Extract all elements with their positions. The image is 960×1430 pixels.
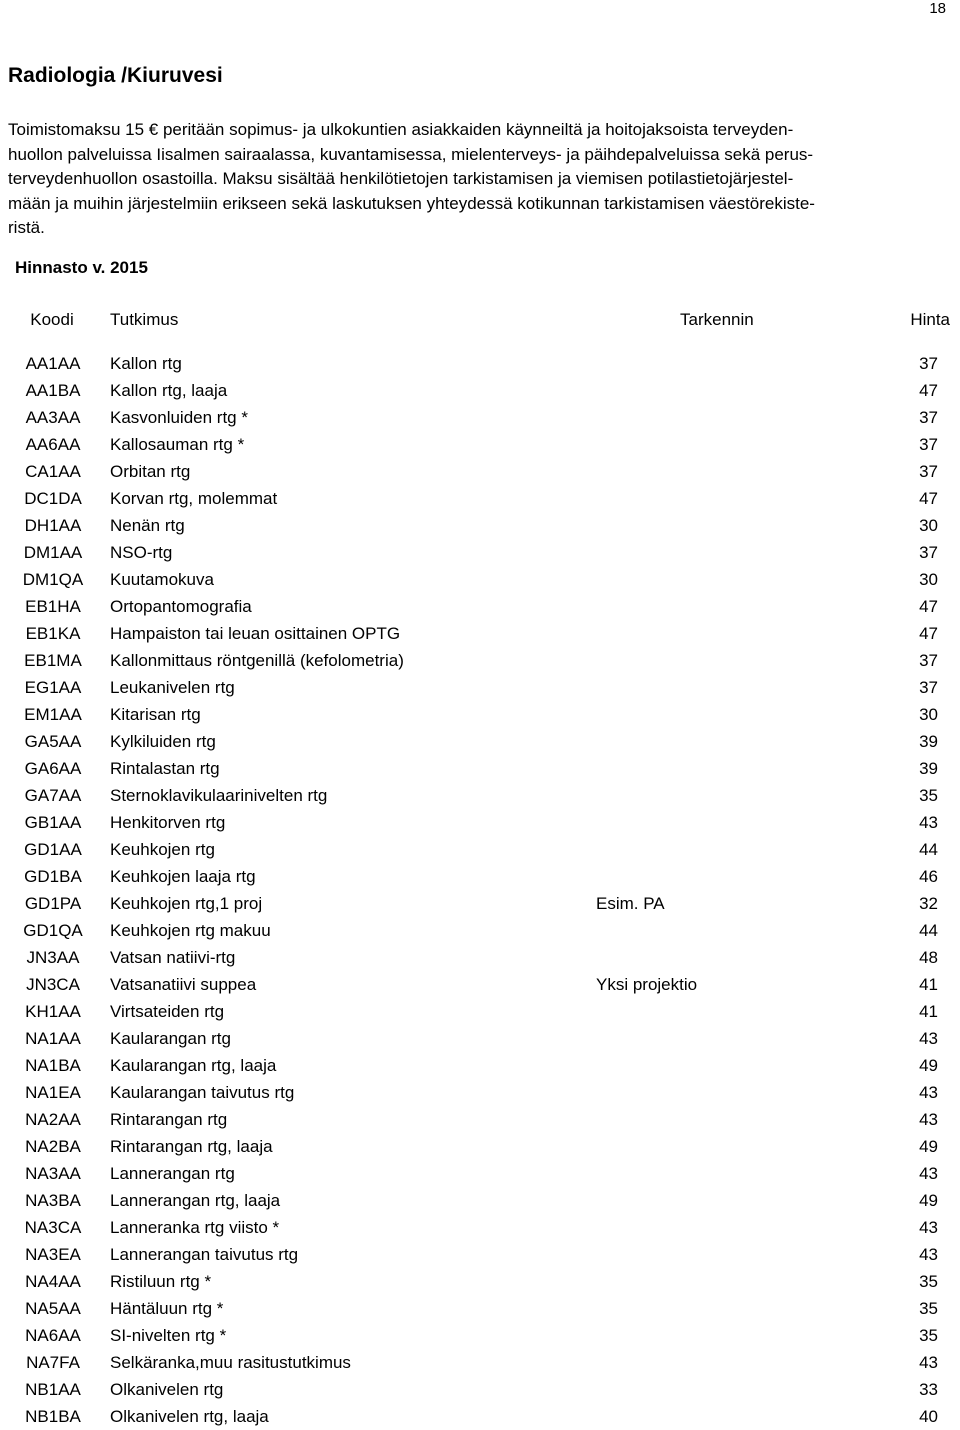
cell-name: Vatsanatiivi suppea: [110, 975, 257, 994]
cell-name: Lannerangan taivutus rtg: [110, 1245, 299, 1264]
cell-price: 43: [919, 1245, 938, 1264]
cell-price: 37: [919, 678, 938, 697]
cell-code: NA1EA: [25, 1083, 81, 1102]
cell-code: EB1MA: [24, 651, 82, 670]
cell-price: 43: [919, 1218, 938, 1237]
header-name: Tutkimus: [110, 310, 179, 329]
table-row: [0, 809, 960, 836]
cell-name: Ortopantomografia: [110, 597, 252, 616]
cell-price: 33: [919, 1380, 938, 1399]
cell-code: AA3AA: [25, 408, 81, 427]
cell-code: NA5AA: [25, 1299, 81, 1318]
cell-price: 41: [919, 975, 938, 994]
header-code: Koodi: [30, 310, 74, 329]
cell-code: JN3CA: [26, 975, 80, 994]
cell-code: KH1AA: [25, 1002, 81, 1021]
table-row: [0, 485, 960, 512]
cell-code: GB1AA: [24, 813, 82, 832]
cell-name: Kaularangan rtg, laaja: [110, 1056, 277, 1075]
table-row: [0, 1322, 960, 1349]
table-row: [0, 1106, 960, 1133]
cell-name: Rintarangan rtg: [110, 1110, 228, 1129]
cell-price: 44: [919, 840, 938, 859]
table-row: [0, 458, 960, 485]
table-row: [0, 1241, 960, 1268]
table-row: [0, 350, 960, 377]
table-row: [0, 1133, 960, 1160]
cell-code: GD1AA: [24, 840, 82, 859]
cell-name: Kylkiluiden rtg: [110, 732, 216, 751]
table-row: [0, 755, 960, 782]
table-row: [0, 1403, 960, 1430]
cell-name: Orbitan rtg: [110, 462, 191, 481]
cell-price: 30: [919, 516, 938, 535]
table-row: [0, 998, 960, 1025]
cell-code: GA6AA: [24, 759, 82, 778]
table-row: [0, 836, 960, 863]
cell-code: GD1PA: [24, 894, 82, 913]
cell-price: 46: [919, 867, 938, 886]
cell-code: NB1AA: [25, 1380, 81, 1399]
table-row: [0, 1295, 960, 1322]
cell-code: AA1BA: [25, 381, 81, 400]
cell-code: GA5AA: [24, 732, 82, 751]
table-row: [0, 890, 960, 917]
cell-price: 40: [919, 1407, 938, 1426]
cell-spec: Yksi projektio: [596, 975, 698, 994]
cell-code: NA2AA: [25, 1110, 81, 1129]
header-price: Hinta: [910, 310, 950, 329]
cell-name: Kallosauman rtg *: [110, 435, 245, 454]
cell-price: 35: [919, 786, 938, 805]
table-row: [0, 1052, 960, 1079]
cell-name: Kallonmittaus röntgenillä (kefolometria): [110, 651, 404, 670]
cell-code: NA1AA: [25, 1029, 81, 1048]
cell-code: DC1DA: [24, 489, 82, 508]
cell-name: Kallon rtg, laaja: [110, 381, 228, 400]
cell-price: 39: [919, 759, 938, 778]
cell-price: 30: [919, 705, 938, 724]
cell-name: Vatsan natiivi-rtg: [110, 948, 236, 967]
cell-name: Virtsateiden rtg: [110, 1002, 225, 1021]
intro-line: huollon palveluissa Iisalmen sairaalassa, kuvantamisessa, mielenterveys- ja päihdepalveluissa sekä perus-: [8, 144, 814, 164]
cell-price: 44: [919, 921, 938, 940]
table-row: [0, 944, 960, 971]
cell-code: DH1AA: [24, 516, 82, 535]
table-row: [0, 647, 960, 674]
table-row: [0, 782, 960, 809]
cell-name: Leukanivelen rtg: [110, 678, 235, 697]
table-row: [0, 674, 960, 701]
cell-price: 37: [919, 354, 938, 373]
cell-name: Hampaiston tai leuan osittainen OPTG: [110, 624, 401, 643]
cell-spec: Esim. PA: [596, 894, 665, 913]
cell-name: Häntäluun rtg *: [110, 1299, 224, 1318]
header-spec: Tarkennin: [680, 310, 754, 329]
cell-name: Sternoklavikulaarinivelten rtg: [110, 786, 328, 805]
cell-price: 43: [919, 1164, 938, 1183]
cell-code: NA1BA: [25, 1056, 81, 1075]
cell-code: NA3AA: [25, 1164, 81, 1183]
cell-price: 43: [919, 1353, 938, 1372]
cell-price: 35: [919, 1272, 938, 1291]
cell-code: EB1HA: [25, 597, 81, 616]
table-row: [0, 377, 960, 404]
cell-price: 43: [919, 1110, 938, 1129]
cell-price: 37: [919, 408, 938, 427]
cell-name: Keuhkojen rtg makuu: [110, 921, 271, 940]
table-row: [0, 620, 960, 647]
cell-name: Selkäranka,muu rasitustutkimus: [110, 1353, 351, 1372]
intro-line: mään ja muihin järjestelmiin erikseen sekä laskutuksen yhteydessä kotikunnan tarkistamisen väestörekiste-: [8, 193, 815, 213]
table-row: [0, 1025, 960, 1052]
cell-price: 48: [919, 948, 938, 967]
table-row: [0, 512, 960, 539]
cell-price: 43: [919, 813, 938, 832]
cell-price: 49: [919, 1056, 938, 1075]
cell-code: NA3CA: [24, 1218, 82, 1237]
table-row: [0, 917, 960, 944]
cell-code: NA2BA: [25, 1137, 81, 1156]
table-row: [0, 1268, 960, 1295]
cell-code: NB1BA: [25, 1407, 81, 1426]
table-body: [0, 350, 960, 1430]
cell-price: 43: [919, 1029, 938, 1048]
table-row: [0, 701, 960, 728]
table-row: [0, 566, 960, 593]
cell-price: 30: [919, 570, 938, 589]
cell-name: NSO-rtg: [110, 543, 173, 562]
cell-code: CA1AA: [25, 462, 81, 481]
table-row: [0, 539, 960, 566]
cell-code: NA4AA: [25, 1272, 81, 1291]
cell-code: AA1AA: [25, 354, 81, 373]
cell-code: DM1AA: [23, 543, 83, 562]
cell-name: Keuhkojen laaja rtg: [110, 867, 256, 886]
price-list-heading: Hinnasto v. 2015: [15, 258, 148, 277]
table-row: [0, 431, 960, 458]
cell-code: NA6AA: [25, 1326, 81, 1345]
table-header-row: [0, 306, 960, 333]
cell-price: 32: [919, 894, 938, 913]
cell-name: Olkanivelen rtg, laaja: [110, 1407, 269, 1426]
cell-code: EM1AA: [24, 705, 82, 724]
cell-name: Keuhkojen rtg: [110, 840, 215, 859]
cell-price: 37: [919, 651, 938, 670]
table-row: [0, 1376, 960, 1403]
cell-price: 41: [919, 1002, 938, 1021]
cell-price: 43: [919, 1083, 938, 1102]
cell-price: 49: [919, 1191, 938, 1210]
cell-price: 47: [919, 381, 938, 400]
page-title: Radiologia /Kiuruvesi: [8, 64, 223, 87]
cell-name: Lanneranka rtg viisto *: [110, 1218, 280, 1237]
cell-price: 35: [919, 1326, 938, 1345]
cell-price: 39: [919, 732, 938, 751]
cell-code: NA3EA: [25, 1245, 81, 1264]
cell-name: Lannerangan rtg: [110, 1164, 235, 1183]
cell-code: DM1QA: [22, 570, 84, 589]
intro-line: Toimistomaksu 15 € peritään sopimus- ja ulkokuntien asiakkaiden käynneiltä ja hoitojaksoista terveyden-: [8, 120, 794, 139]
table-row: [0, 1079, 960, 1106]
cell-name: Korvan rtg, molemmat: [110, 489, 278, 508]
cell-code: JN3AA: [26, 948, 80, 967]
table-row: [0, 404, 960, 431]
cell-price: 37: [919, 435, 938, 454]
cell-name: Henkitorven rtg: [110, 813, 226, 832]
cell-price: 47: [919, 489, 938, 508]
intro-paragraph: [8, 118, 952, 241]
cell-price: 49: [919, 1137, 938, 1156]
table-row: [0, 863, 960, 890]
cell-name: Rintarangan rtg, laaja: [110, 1137, 273, 1156]
cell-name: SI-nivelten rtg *: [110, 1326, 227, 1345]
cell-name: Nenän rtg: [110, 516, 185, 535]
intro-line: terveydenhuollon osastoilla. Maksu sisältää henkilötietojen tarkistamisen ja viemisen potilastietojärjestel-: [8, 169, 794, 188]
cell-name: Kaularangan rtg: [110, 1029, 231, 1048]
cell-code: GD1QA: [23, 921, 83, 940]
cell-name: Lannerangan rtg, laaja: [110, 1191, 281, 1210]
cell-name: Kasvonluiden rtg *: [110, 408, 248, 427]
cell-name: Kuutamokuva: [110, 570, 214, 589]
cell-code: EG1AA: [24, 678, 82, 697]
table-row: [0, 593, 960, 620]
cell-code: AA6AA: [25, 435, 81, 454]
cell-name: Kitarisan rtg: [110, 705, 201, 724]
cell-price: 35: [919, 1299, 938, 1318]
table-row: [0, 1349, 960, 1376]
cell-price: 37: [919, 462, 938, 481]
table-row: [0, 1187, 960, 1214]
cell-name: Kaularangan taivutus rtg: [110, 1083, 295, 1102]
cell-code: GA7AA: [24, 786, 82, 805]
price-table: [0, 306, 960, 1430]
cell-price: 47: [919, 597, 938, 616]
table-row: [0, 1160, 960, 1187]
page-number: 18: [929, 0, 946, 17]
table-row: [0, 971, 960, 998]
cell-code: GD1BA: [24, 867, 82, 886]
table-row: [0, 1214, 960, 1241]
cell-name: Kallon rtg: [110, 354, 182, 373]
intro-line: ristä.: [8, 218, 45, 237]
cell-name: Olkanivelen rtg: [110, 1380, 224, 1399]
cell-price: 37: [919, 543, 938, 562]
cell-code: EB1KA: [25, 624, 81, 643]
cell-name: Ristiluun rtg *: [110, 1272, 212, 1291]
cell-code: NA3BA: [25, 1191, 81, 1210]
cell-name: Rintalastan rtg: [110, 759, 220, 778]
table-row: [0, 728, 960, 755]
cell-price: 47: [919, 624, 938, 643]
cell-name: Keuhkojen rtg,1 proj: [110, 894, 263, 913]
cell-code: NA7FA: [26, 1353, 80, 1372]
